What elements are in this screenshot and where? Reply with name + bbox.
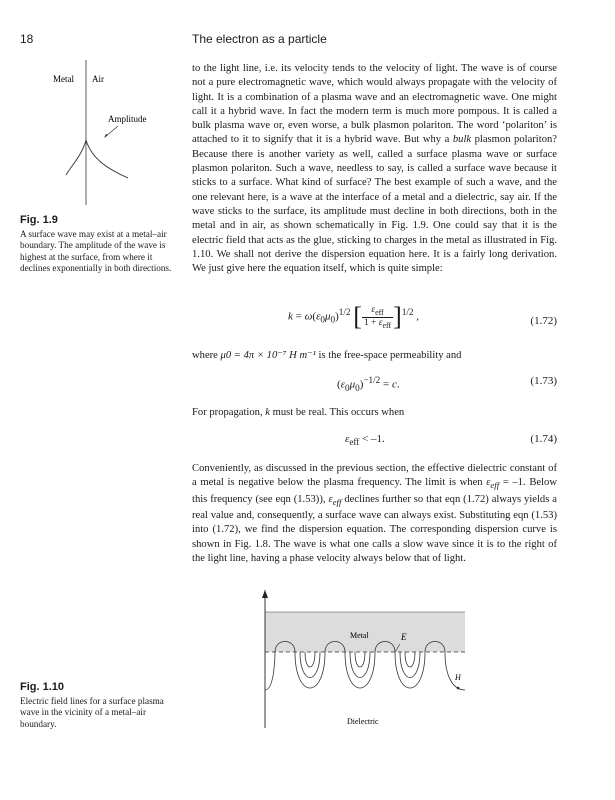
fig110-metal-label: Metal bbox=[350, 631, 369, 640]
figure-1-9-diagram bbox=[20, 60, 185, 205]
dielectric-loop-1-outer bbox=[295, 652, 325, 688]
fig110-caption bbox=[20, 682, 183, 730]
body-paragraph-1 bbox=[192, 62, 557, 276]
dielectric-edge-left bbox=[265, 652, 275, 690]
equation-1-73 bbox=[192, 375, 557, 393]
fig110-caption-text: Electric field lines for a surface plasma wave in the vicinity of a metal–air boundary. bbox=[20, 695, 164, 729]
dielectric-loop-3-outer bbox=[395, 652, 425, 688]
equation-1-74 bbox=[192, 433, 557, 451]
dielectric-edge-right bbox=[445, 652, 465, 690]
p1-text-a: to the light line, i.e. its velocity tends to the velocity of light. The wave is of course not a pure electromagnetic wave, which would always propagate with the velocity of light. It is a combination of a plasma wave and an electromagnetic wave. One might call it a hybrid wave. In fact the modern term is much more pompous. It is called a bulk plasma wave or, even worse, a bulk plasmon polariton. The word ‘polariton’ is attached to it to signify that it is a hybrid wave. But why a bbox=[192, 63, 557, 146]
eq172-number: (1.72) bbox=[530, 315, 557, 327]
prop-text-a: For propagation, bbox=[192, 407, 266, 418]
air-decay-curve bbox=[86, 140, 128, 178]
running-title: The electron as a particle bbox=[192, 32, 327, 46]
prop-k-symbol: k bbox=[265, 407, 270, 418]
conv-text-c: declines further so that eqn (1.72) always yields a real value and, consequently, a surface wave can always exist. Substituting eqn (1.53) into (1.72), we find the dispersion equation. The corresponding dispersion curve is shown in Fig. 1.8. The wave is what one calls a slow wave since it is to the right of the light line, having a phase velocity always below that of light. bbox=[192, 493, 557, 564]
dielectric-loop-3-inner bbox=[405, 652, 415, 667]
dielectric-loop-3-mid bbox=[400, 652, 420, 678]
fig19-amplitude-label: Amplitude bbox=[108, 114, 147, 124]
body-paragraph-conveniently: Conveniently, as discussed in the previous section, the effective dielectric constant of a metal is negative below the plasma frequency. The limit is when $\varepsilon_{eff} = -1$. Below this frequency (see eqn (1.53)), $\varepsilon_{eff}$ declines further so that eqn (1.72) always yields a real value and, consequently, a surface wave can always exist. Substituting eqn (1.53) into (1.72), we find the dispersion equation. The corresponding dispersion curve is shown in Fig. 1.8. The wave is what one calls a slow wave since it is to the right of the light line, having a phase velocity always below that of light. bbox=[192, 463, 557, 564]
eq172-k-symbol: k bbox=[288, 310, 293, 323]
p1-text-b: plasmon polariton? Because there is another variety as well, called a surface plasma wave or surface plasmon polariton. Such a wave, needless to say, is called a surface wave because it sticks to a surface. What kind of surface? The best example of such a wave, and the one relevant here, is a wave at the interface of a metal and a dielectric, say air. If the wave sticks to the surface, its amplitude must decline in both directions, both in the metal and in air, as shown schematically in Fig. 1.9. One could say that it is the electric field that acts as the glue, sticking to charges in the metal as illustrated in Fig. 1.10. We shall not derive the dispersion equation here. It is a fairly long derivation. We just give here the equation itself, which is quite simple: bbox=[192, 134, 557, 275]
fig19-metal-label: Metal bbox=[53, 74, 74, 84]
vertical-axis-arrowhead bbox=[262, 590, 268, 598]
figure-1-10-diagram bbox=[255, 590, 475, 740]
body-where-line bbox=[192, 349, 557, 363]
prop-text-b: must be real. This occurs when bbox=[269, 407, 405, 418]
fig19-air-label: Air bbox=[92, 74, 104, 84]
where-text-a: where bbox=[192, 350, 221, 361]
metal-decay-curve bbox=[66, 140, 86, 175]
fig110-dielectric-label: Dielectric bbox=[347, 717, 379, 726]
fig110-caption-label: Fig. 1.10 bbox=[20, 681, 65, 693]
fig19-caption-label: Fig. 1.9 bbox=[20, 214, 58, 226]
dielectric-loop-2-inner bbox=[355, 652, 365, 667]
dielectric-loop-1-inner bbox=[305, 652, 315, 667]
conv-text-a: Conveniently, as discussed in the previous section, the effective dielectric constant of a metal is negative below the plasma frequency. The limit is when bbox=[192, 463, 557, 489]
p1-italic-bulk: bulk bbox=[452, 134, 472, 146]
where-text-b: is the free-space permeability and bbox=[315, 350, 462, 361]
fig110-h-label: H bbox=[455, 673, 461, 682]
dielectric-loop-2-outer bbox=[345, 652, 375, 688]
conv-text-b: = –1. Below this frequency (see eqn (1.53)), bbox=[192, 477, 557, 505]
equation-1-73-body: $(\varepsilon_0\mu_0)^{-1/2} = c$. bbox=[337, 375, 400, 393]
fig110-e-label: E bbox=[401, 632, 407, 642]
eq174-number: (1.74) bbox=[530, 433, 557, 445]
equation-1-72-body: $k = \omega(\varepsilon_0\mu_0)^{1/2}$ [ $\frac{\varepsilon_{eff}}{1 + \varepsilon_{eff}}$ ]$^{1/2}$ , bbox=[288, 302, 420, 331]
fig19-caption bbox=[20, 215, 183, 275]
dielectric-loop-1-mid bbox=[300, 652, 320, 678]
fig19-caption-text: A surface wave may exist at a metal–air boundary. The amplitude of the wave is highest at the surface, from where it declines exponentially in both directions. bbox=[20, 228, 172, 274]
equation-1-72 bbox=[192, 302, 557, 342]
equation-1-74-body: $\varepsilon_{eff} < -1$. bbox=[345, 433, 385, 448]
page-number: 18 bbox=[20, 32, 34, 46]
mu0-value: μ0 = 4π × 10⁻⁷ H m⁻¹ bbox=[220, 350, 316, 361]
dielectric-loop-2-mid bbox=[350, 652, 370, 678]
body-propagation-line bbox=[192, 406, 557, 420]
eq173-number: (1.73) bbox=[530, 375, 557, 387]
